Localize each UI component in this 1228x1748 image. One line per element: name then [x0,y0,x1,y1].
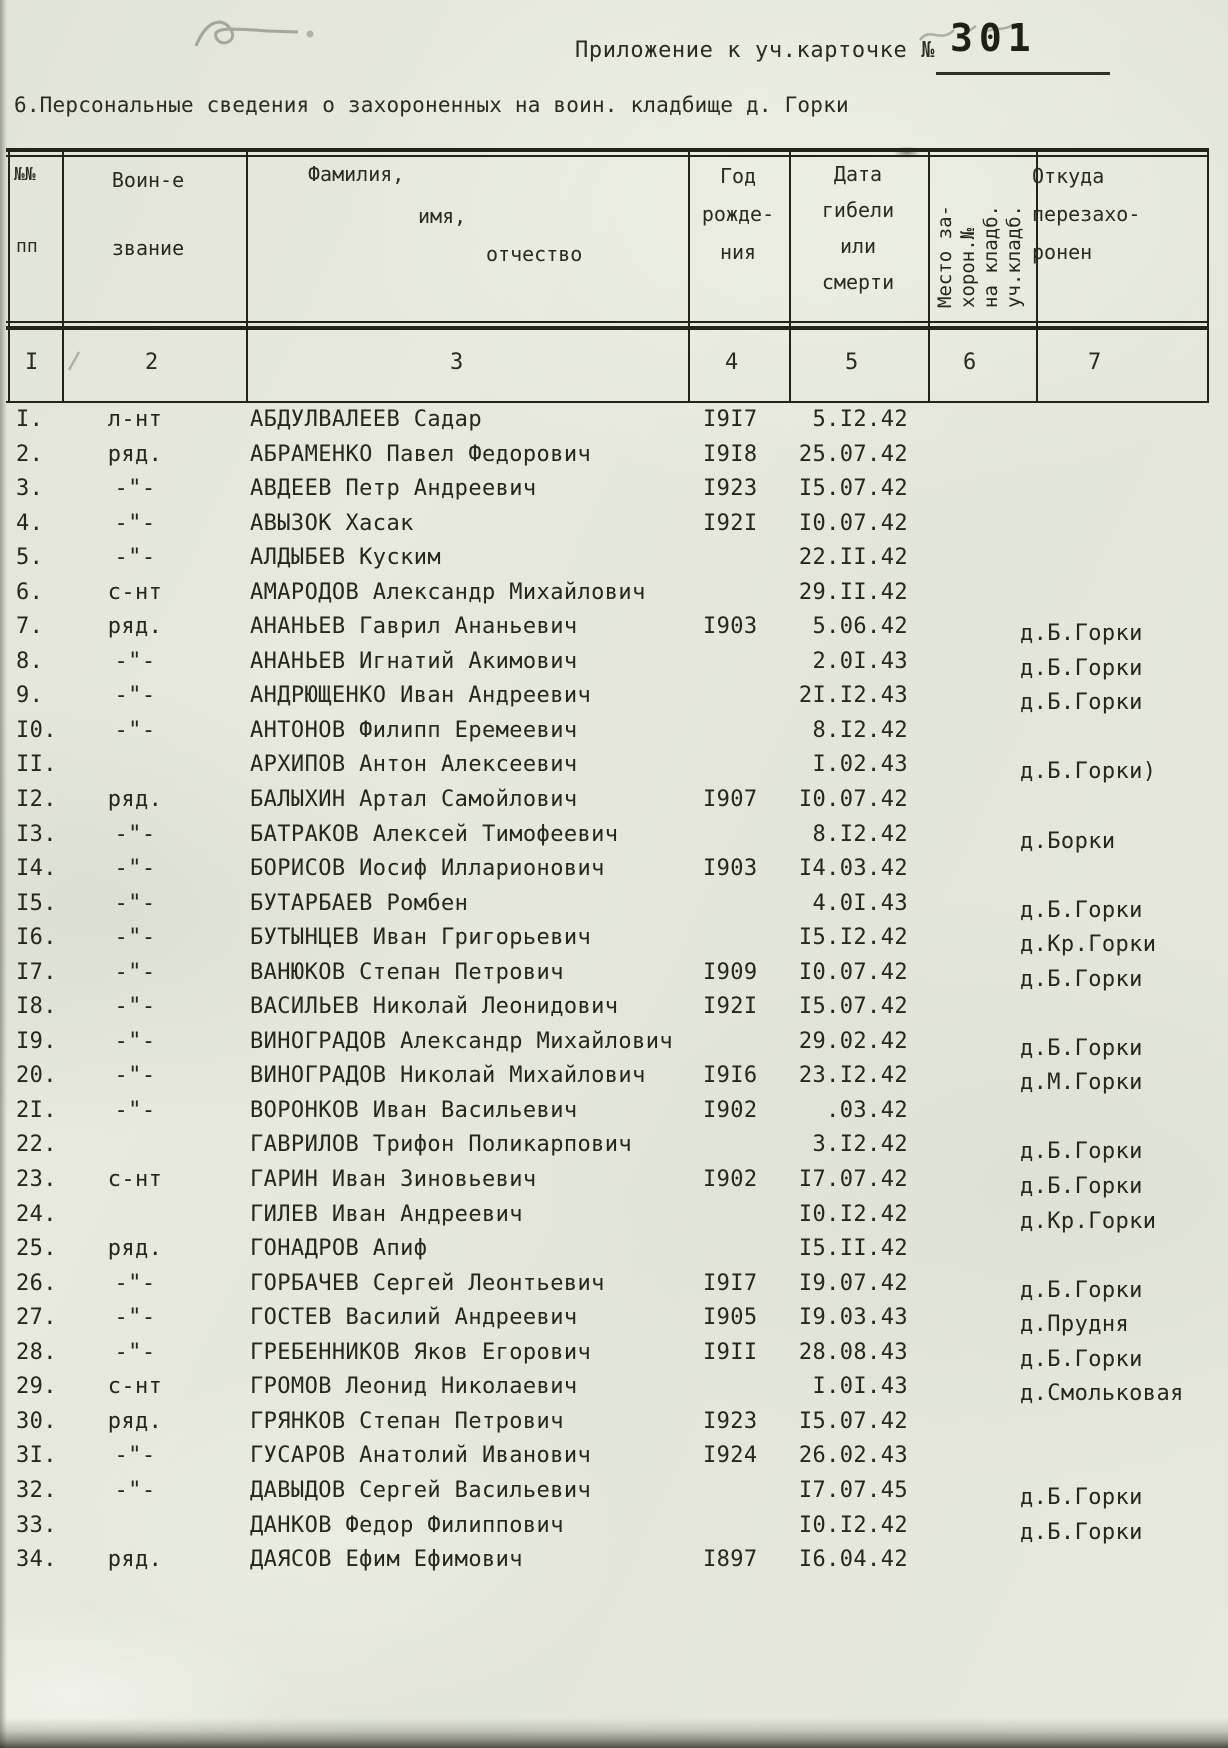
table-border-top-thin [6,155,1209,157]
row-number: I4. [16,856,57,882]
row-death-date: 2I.I2.43 [798,683,908,709]
row-death-date: I0.I2.42 [798,1201,908,1227]
row-number: I6. [16,925,57,951]
row-rank: -"- [114,994,156,1020]
row-rank: ряд. [107,787,163,813]
row-death-date: I5.II.42 [798,1236,908,1262]
table-row [0,1235,1228,1270]
row-full-name: ГИЛЕВ Иван Андреевич [250,1201,523,1227]
row-birth-year: I902 [703,1097,758,1123]
scan-edge-bottom [0,1718,1228,1748]
table-row [0,682,1228,717]
table-row [0,821,1228,856]
row-full-name: ГАРИН Иван Зиновьевич [250,1167,537,1193]
row-rank: -"- [114,1063,156,1089]
row-full-name: АНАНЬЕВ Гаврил Ананьевич [250,614,578,640]
row-full-name: ГОРБАЧЕВ Сергей Леонтьевич [250,1270,605,1296]
row-reburied-from: д.Борки [1020,828,1116,854]
table-row [0,475,1228,510]
table-row [0,1062,1228,1097]
row-death-date: 4.0I.43 [812,890,908,916]
row-full-name: ГРОМОВ Леонид Николаевич [250,1374,578,1400]
row-death-date: 2.0I.43 [812,648,908,674]
row-number: I2. [16,787,57,813]
row-rank: -"- [114,648,156,674]
row-birth-year: I897 [703,1547,758,1573]
row-full-name: БАТРАКОВ Алексей Тимофеевич [250,821,619,847]
row-number: 27. [16,1305,57,1331]
row-rank: л-нт [107,407,163,432]
column-number-1: I [25,350,39,375]
row-reburied-from: д.Б.Горки [1020,621,1143,647]
table-row [0,1304,1228,1339]
card-number-underline [936,72,1110,75]
document-title: 6.Персональные сведения о захороненных на воин. кладбище д. Горки [14,93,849,117]
row-rank: -"- [114,890,156,916]
row-number: 32. [16,1477,57,1503]
row-number: 3. [16,476,44,502]
row-full-name: ВАСИЛЬЕВ Николай Леонидович [250,994,619,1020]
table-row [0,1028,1228,1063]
row-death-date: 25.07.42 [798,441,908,467]
table-row [0,786,1228,821]
row-birth-year: I907 [703,787,758,813]
row-full-name: АЛДЫБЕВ Куским [250,545,442,571]
table-row [0,510,1228,545]
row-full-name: АНАНЬЕВ Игнатий Акимович [250,648,578,674]
table-row [0,1131,1228,1166]
card-number: 301 [950,16,1037,60]
row-death-date: I.02.43 [812,752,908,778]
row-rank: -"- [114,821,156,847]
table-row [0,406,1228,441]
row-reburied-from: д.Б.Горки [1020,1139,1143,1165]
row-rank: -"- [114,925,156,951]
table-row [0,717,1228,752]
row-full-name: ГУСАРОВ Анатолий Иванович [250,1443,592,1469]
row-number: 8. [16,648,44,674]
table-border-mid-thin [6,321,1209,323]
row-full-name: ВОРОНКОВ Иван Васильевич [250,1097,578,1123]
row-rank: с-нт [107,1167,163,1193]
scan-edge-left [0,0,7,1748]
row-reburied-from: д.Б.Горки [1020,1277,1143,1303]
row-number: I9. [16,1028,57,1054]
row-birth-year: I9I7 [703,1270,758,1296]
row-birth-year: I9I8 [703,441,758,467]
row-birth-year: I923 [703,1408,758,1434]
row-reburied-from: д.Б.Горки [1020,966,1143,992]
row-death-date: .03.42 [826,1097,908,1123]
row-reburied-from: д.Смольковая [1020,1381,1184,1407]
row-number: 3I. [16,1443,57,1469]
row-full-name: ДАЯСОВ Ефим Ефимович [250,1547,523,1573]
column-number-2: 2 [145,350,159,375]
row-reburied-from: д.Б.Горки [1020,1174,1143,1200]
row-birth-year: I903 [703,614,758,640]
table-row [0,993,1228,1028]
row-full-name: АНДРЮЩЕНКО Иван Андреевич [250,683,592,709]
row-reburied-from: д.Прудня [1020,1312,1130,1338]
row-rank: -"- [114,1339,156,1365]
table-row [0,1270,1228,1305]
row-number: 5. [16,545,44,571]
table-row [0,544,1228,579]
row-rank: -"- [114,1305,156,1331]
row-reburied-from: д.Б.Горки [1020,1035,1143,1061]
row-full-name: АВЫЗОК Хасак [250,510,414,536]
row-full-name: ВИНОГРАДОВ Александр Михайлович [250,1028,673,1054]
row-full-name: ГРЯНКОВ Степан Петрович [250,1408,564,1434]
row-number: 33. [16,1512,57,1538]
row-full-name: ГОСТЕВ Василий Андреевич [250,1305,578,1331]
row-number: 28. [16,1339,57,1365]
row-death-date: I7.07.42 [798,1167,908,1193]
column-number-3: 3 [450,350,464,375]
row-number: 30. [16,1408,57,1434]
pencil-tick-icon [62,346,86,376]
row-full-name: ГОНАДРОВ Апиф [250,1236,428,1262]
row-full-name: АРХИПОВ Антон Алексеевич [250,752,578,778]
row-number: 34. [16,1547,57,1573]
row-rank: -"- [114,1028,156,1054]
row-death-date: 5.I2.42 [812,407,908,432]
row-reburied-from: д.Б.Горки) [1020,759,1157,785]
row-number: 22. [16,1132,57,1158]
table-border-v1 [8,148,10,403]
row-number: 25. [16,1236,57,1262]
row-death-date: I.0I.43 [812,1374,908,1400]
row-full-name: ДАНКОВ Федор Филиппович [250,1512,564,1538]
row-death-date: 26.02.43 [798,1443,908,1469]
row-full-name: АВДЕЕВ Петр Андреевич [250,476,537,502]
table-row [0,924,1228,959]
row-death-date: I5.07.42 [798,476,908,502]
row-number: 20. [16,1063,57,1089]
appendix-label: Приложение к уч.карточке № [575,38,935,63]
table-body [0,406,1228,1581]
table-row [0,1201,1228,1236]
column-number-7: 7 [1088,350,1102,375]
row-reburied-from: д.Кр.Горки [1020,932,1157,958]
row-rank: -"- [114,1477,156,1503]
row-birth-year: I9II [703,1339,758,1365]
row-number: 7. [16,614,44,640]
row-full-name: АНТОНОВ Филипп Еремеевич [250,717,578,743]
row-number: I3. [16,821,57,847]
row-full-name: ГРЕБЕННИКОВ Яков Егорович [250,1339,592,1365]
row-full-name: АБРАМЕНКО Павел Федорович [250,441,592,467]
row-reburied-from: д.Б.Горки [1020,655,1143,681]
row-number: 2I. [16,1097,57,1123]
table-border-header-bottom [6,401,1209,403]
row-rank: -"- [114,1097,156,1123]
table-border-mid-thick [6,326,1209,330]
row-death-date: I9.07.42 [798,1270,908,1296]
table-row [0,751,1228,786]
row-reburied-from: д.Б.Горки [1020,1346,1143,1372]
row-death-date: I4.03.42 [798,856,908,882]
row-full-name: БУТЫНЦЕВ Иван Григорьевич [250,925,592,951]
row-birth-year: I92I [703,510,758,536]
row-birth-year: I902 [703,1167,758,1193]
row-birth-year: I9I7 [703,407,758,432]
row-rank: ряд. [107,614,163,640]
row-death-date: 29.02.42 [798,1028,908,1054]
table-row [0,855,1228,890]
table-row [0,648,1228,683]
row-number: I8. [16,994,57,1020]
row-full-name: АМАРОДОВ Александр Михайлович [250,579,646,605]
table-row [0,613,1228,648]
table-row [0,1546,1228,1581]
table-row [0,959,1228,994]
table-border-v3 [246,148,248,403]
table-row [0,1339,1228,1374]
row-reburied-from: д.Б.Горки [1020,897,1143,923]
row-rank: -"- [114,959,156,985]
document-page: Приложение к уч.карточке № 301 6.Персональные сведения о захороненных на воин. кладбище д. Горки №№ пп Воин-е звание Фамилия, имя, отчество Год рожде- ния Дата гибели или смерти Место за- хорон.№ на кладб. уч.кладб. Откуда перезахо- ронен I 2 3 4 5 6 7 I. л-нт АБДУЛВАЛЕЕВ Садар I9I7 5.I2.42 2. ряд. АБРАМЕНКО Павел Федорович I9I8 25.07.42 3. -"- АВДЕЕВ Петр Андреевич I923 I5.07.42 4. -"- АВЫЗОК Хасак I92I I0.07.42 5. -"- АЛДЫБЕВ Куским 22.II.42 6. с-нт АМАРОДОВ Александр Михайлович 29.II.42 7. ряд. АНАНЬЕВ Гаврил Ананьевич I903 5.06.42 д.Б.Горки 8. -"- АНАНЬЕВ Игнатий Акимович 2.0I.43 д.Б.Горки 9. -"- АНДРЮЩЕНКО Иван Андреевич 2I.I2.43 д.Б.Горки I0. -"- АНТОНОВ Филипп Еремеевич 8.I2.42 II. АРХИПОВ Антон Алексеевич I.02.43 д.Б.Горки) I2. ряд. БАЛЫХИН Артал Самойлович I907 I0.07.42 I3. -"- БАТРАКОВ Алексей Тимофеевич 8.I2.42 д.Борки I4. -"- БОРИСОВ Иосиф Илларионович I903 I4.03.42 I5. -"- БУТАРБАЕВ Ромбен 4.0I.43 д.Б.Горки I6. -"- БУТЫНЦЕВ Иван Григорьевич I5.I2.42 д.Кр.Горки I7. -"- ВАНЮКОВ Степан Петрович I909 I0.07.42 д.Б.Горки I8. -"- ВАСИЛЬЕВ Николай Леонидович I92I I5.07.42 I9. -"- ВИНОГРАДОВ Александр Михайлович 29.02.42 д.Б.Горки 20. -"- ВИНОГРАДОВ Николай Михайлович I9I6 23.I2.42 д.М.Горки 2I. -"- ВОРОНКОВ Иван Васильевич I902 .03.42 22. ГАВРИЛОВ Трифон Поликарпович 3.I2.42 д.Б.Горки 23. с-нт ГАРИН Иван Зиновьевич I902 I7.07.42 д.Б.Горки 24. ГИЛЕВ Иван Андреевич I0.I2.42 д.Кр.Горки 25. ряд. ГОНАДРОВ Апиф I5.II.42 26. -"- ГОРБАЧЕВ Сергей Леонтьевич I9I7 I9.07.42 д.Б.Горки 27. -"- ГОСТЕВ Василий Андреевич I905 I9.03.43 д.Прудня 28. -"- ГРЕБЕННИКОВ Яков Егорович I9II 28.08.43 д.Б.Горки 29. с-нт ГРОМОВ Леонид Николаевич I.0I.43 д.Смольковая 30. ряд. ГРЯНКОВ Степан Петрович I923 I5.07.42 3I. -"- ГУСАРОВ Анатолий Иванович I924 26.02.43 32. -"- ДАВЫДОВ Сергей Васильевич I7.07.45 д.Б.Горки 33. ДАНКОВ Федор Филиппович I0.I2.42 д.Б.Горки 34. ряд. ДАЯСОВ Ефим Ефимович I897 I6.04.42 [0,0,1228,1748]
table-row [0,890,1228,925]
row-rank: ряд. [107,1547,163,1573]
column-number-4: 4 [725,350,739,375]
row-death-date: I5.I2.42 [798,925,908,951]
table-border-v8 [1207,148,1209,403]
row-death-date: I5.07.42 [798,994,908,1020]
row-rank: -"- [114,683,156,709]
table-row [0,1408,1228,1443]
row-full-name: ДАВЫДОВ Сергей Васильевич [250,1477,592,1503]
row-death-date: 22.II.42 [798,545,908,571]
row-rank: -"- [114,545,156,571]
row-death-date: I7.07.45 [798,1477,908,1503]
row-number: I5. [16,890,57,916]
table-row [0,579,1228,614]
row-death-date: 8.I2.42 [812,717,908,743]
row-death-date: I0.07.42 [798,787,908,813]
column-number-5: 5 [845,350,859,375]
row-rank: -"- [114,476,156,502]
row-number: 24. [16,1201,57,1227]
row-number: 2. [16,441,44,467]
row-death-date: 5.06.42 [812,614,908,640]
row-death-date: 29.II.42 [798,579,908,605]
row-birth-year: I92I [703,994,758,1020]
row-reburied-from: д.Б.Горки [1020,1519,1143,1545]
row-birth-year: I903 [703,856,758,882]
row-birth-year: I9I6 [703,1063,758,1089]
row-number: 26. [16,1270,57,1296]
table-row [0,1097,1228,1132]
table-row [0,1373,1228,1408]
table-border-top-thick [6,148,1209,152]
row-rank: с-нт [107,1374,163,1400]
row-death-date: I5.07.42 [798,1408,908,1434]
table-row [0,1442,1228,1477]
row-birth-year: I905 [703,1305,758,1331]
row-rank: ряд. [107,441,163,467]
row-number: I0. [16,717,57,743]
row-death-date: I0.07.42 [798,959,908,985]
table-row [0,441,1228,476]
row-number: 23. [16,1167,57,1193]
header-burial-place: Место за- хорон.№ на кладб. уч.кладб. [934,205,1025,308]
row-rank: ряд. [107,1236,163,1262]
row-birth-year: I923 [703,476,758,502]
row-number: I. [16,407,44,432]
table-row [0,1166,1228,1201]
row-full-name: ВИНОГРАДОВ Николай Михайлович [250,1063,646,1089]
row-reburied-from: д.М.Горки [1020,1070,1143,1096]
row-death-date: 8.I2.42 [812,821,908,847]
row-number: 29. [16,1374,57,1400]
table-row [0,1477,1228,1512]
row-rank: -"- [114,1443,156,1469]
row-death-date: 23.I2.42 [798,1063,908,1089]
row-death-date: 3.I2.42 [812,1132,908,1158]
row-rank: -"- [114,717,156,743]
row-rank: ряд. [107,1408,163,1434]
row-number: I7. [16,959,57,985]
pencil-squiggle-icon [180,6,330,58]
row-death-date: I9.03.43 [798,1305,908,1331]
row-number: II. [16,752,57,778]
row-reburied-from: д.Б.Горки [1020,690,1143,716]
row-death-date: I6.04.42 [798,1547,908,1573]
row-full-name: ГАВРИЛОВ Трифон Поликарпович [250,1132,633,1158]
row-rank: -"- [114,1270,156,1296]
row-death-date: I0.07.42 [798,510,908,536]
row-full-name: АБДУЛВАЛЕЕВ Садар [250,407,482,432]
row-rank: -"- [114,510,156,536]
row-reburied-from: д.Б.Горки [1020,1484,1143,1510]
row-rank: -"- [114,856,156,882]
row-full-name: БАЛЫХИН Артал Самойлович [250,787,578,813]
table-row [0,1512,1228,1547]
row-full-name: ВАНЮКОВ Степан Петрович [250,959,564,985]
row-death-date: 28.08.43 [798,1339,908,1365]
row-reburied-from: д.Кр.Горки [1020,1208,1157,1234]
row-number: 9. [16,683,44,709]
row-rank: с-нт [107,579,163,605]
column-number-6: 6 [963,350,977,375]
row-number: 6. [16,579,44,605]
row-full-name: БУТАРБАЕВ Ромбен [250,890,469,916]
row-full-name: БОРИСОВ Иосиф Илларионович [250,856,605,882]
row-death-date: I0.I2.42 [798,1512,908,1538]
row-number: 4. [16,510,44,536]
row-birth-year: I924 [703,1443,758,1469]
table-border-v6 [928,148,930,403]
row-birth-year: I909 [703,959,758,985]
